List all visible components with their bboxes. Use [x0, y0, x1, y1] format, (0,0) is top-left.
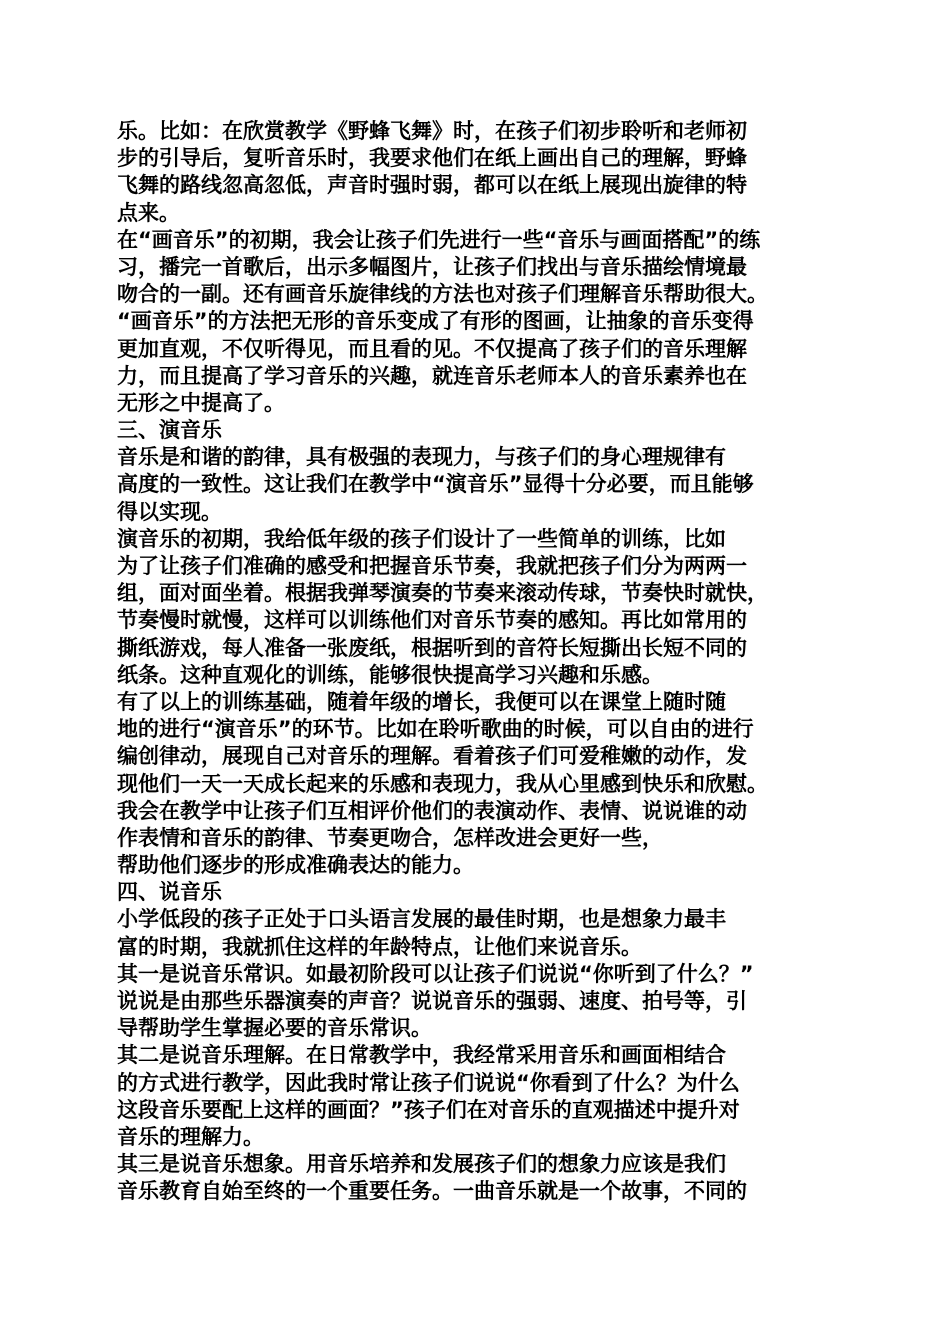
text-line: 这段音乐要配上这样的画面？”孩子们在对音乐的直观描述中提升对: [117, 1097, 740, 1122]
text-line: 说说是由那些乐器演奏的声音？说说音乐的强弱、速度、拍号等，引: [117, 989, 747, 1013]
text-line: 音乐是和谐的韵律，具有极强的表现力，与孩子们的身心理规律有: [117, 445, 726, 470]
text-line: 导帮助学生掌握必要的音乐常识。: [117, 1016, 432, 1041]
text-line: 音乐的理解力。: [117, 1124, 264, 1149]
text-line: 作表情和音乐的韵律、节奏更吻合，怎样改进会更好一些，: [117, 825, 663, 850]
text-line: 乐。比如：在欣赏教学《野蜂飞舞》时，在孩子们初步聆听和老师初: [117, 119, 747, 143]
text-line: 飞舞的路线忽高忽低，声音时强时弱，都可以在纸上展现出旋律的特: [117, 173, 747, 198]
text-line: 高度的一致性。这让我们在教学中“演音乐”显得十分必要，而且能够: [117, 472, 754, 497]
text-line: 步的引导后，复听音乐时，我要求他们在纸上画出自己的理解，野蜂: [117, 146, 747, 171]
text-line: 富的时期，我就抓住这样的年龄特点，让他们来说音乐。: [117, 934, 642, 959]
text-line: 撕纸游戏，每人准备一张废纸，根据听到的音符长短撕出长短不同的: [117, 635, 747, 660]
document-page: [117, 118, 850, 1206]
text-line: 吻合的一副。还有画音乐旋律线的方法也对孩子们理解音乐帮助很大。: [117, 282, 768, 307]
text-line: 得以实现。: [117, 499, 222, 524]
text-line: 无形之中提高了。: [117, 390, 285, 415]
text-line: 为了让孩子们准确的感受和把握音乐节奏，我就把孩子们分为两两一: [117, 554, 747, 578]
text-line: 有了以上的训练基础，随着年级的增长，我便可以在课堂上随时随: [117, 689, 726, 714]
text-line: 四、说音乐: [117, 880, 222, 905]
text-line: 三、演音乐: [117, 418, 222, 443]
text-line: 地的进行“演音乐”的环节。比如在聆听歌曲的时候，可以自由的进行: [117, 717, 754, 742]
text-line: 的方式进行教学，因此我时常让孩子们说说“你看到了什么？为什么: [117, 1070, 740, 1095]
text-line: 编创律动，展现自己对音乐的理解。看着孩子们可爱稚嫩的动作，发: [117, 744, 747, 769]
text-line: 帮助他们逐步的形成准确表达的能力。: [117, 853, 474, 878]
text-line: 我会在教学中让孩子们互相评价他们的表演动作、表情、说说谁的动: [117, 798, 747, 823]
text-line: 习，播完一首歌后，出示多幅图片，让孩子们找出与音乐描绘情境最: [117, 254, 747, 279]
text-line: 组，面对面坐着。根据我弹琴演奏的节奏来滚动传球，节奏快时就快，: [117, 581, 768, 606]
text-line: 其三是说音乐想象。用音乐培养和发展孩子们的想象力应该是我们: [117, 1152, 726, 1177]
text-line: 现他们一天一天成长起来的乐感和表现力，我从心里感到快乐和欣慰。: [117, 771, 768, 796]
text-line: 纸条。这种直观化的训练，能够很快提高学习兴趣和乐感。: [117, 662, 663, 687]
text-line: 其二是说音乐理解。在日常教学中，我经常采用音乐和画面相结合: [117, 1043, 726, 1068]
text-line: 演音乐的初期，我给低年级的孩子们设计了一些简单的训练，比如: [117, 526, 726, 551]
text-line: 力，而且提高了学习音乐的兴趣，就连音乐老师本人的音乐素养也在: [117, 363, 747, 388]
text-line: 更加直观，不仅听得见，而且看的见。不仅提高了孩子们的音乐理解: [117, 336, 747, 361]
text-line: 音乐教育自始至终的一个重要任务。一曲音乐就是一个故事，不同的: [117, 1179, 747, 1204]
text-line: 其一是说音乐常识。如最初阶段可以让孩子们说说“你听到了什么？”: [117, 961, 754, 986]
text-line: “画音乐”的方法把无形的音乐变成了有形的图画，让抽象的音乐变得: [117, 309, 754, 334]
text-line: 点来。: [117, 200, 180, 225]
text-line: 小学低段的孩子正处于口头语言发展的最佳时期，也是想象力最丰: [117, 907, 726, 932]
text-line: 在“画音乐”的初期，我会让孩子们先进行一些“音乐与画面搭配”的练: [117, 227, 761, 252]
text-line: 节奏慢时就慢，这样可以训练他们对音乐节奏的感知。再比如常用的: [117, 608, 747, 633]
